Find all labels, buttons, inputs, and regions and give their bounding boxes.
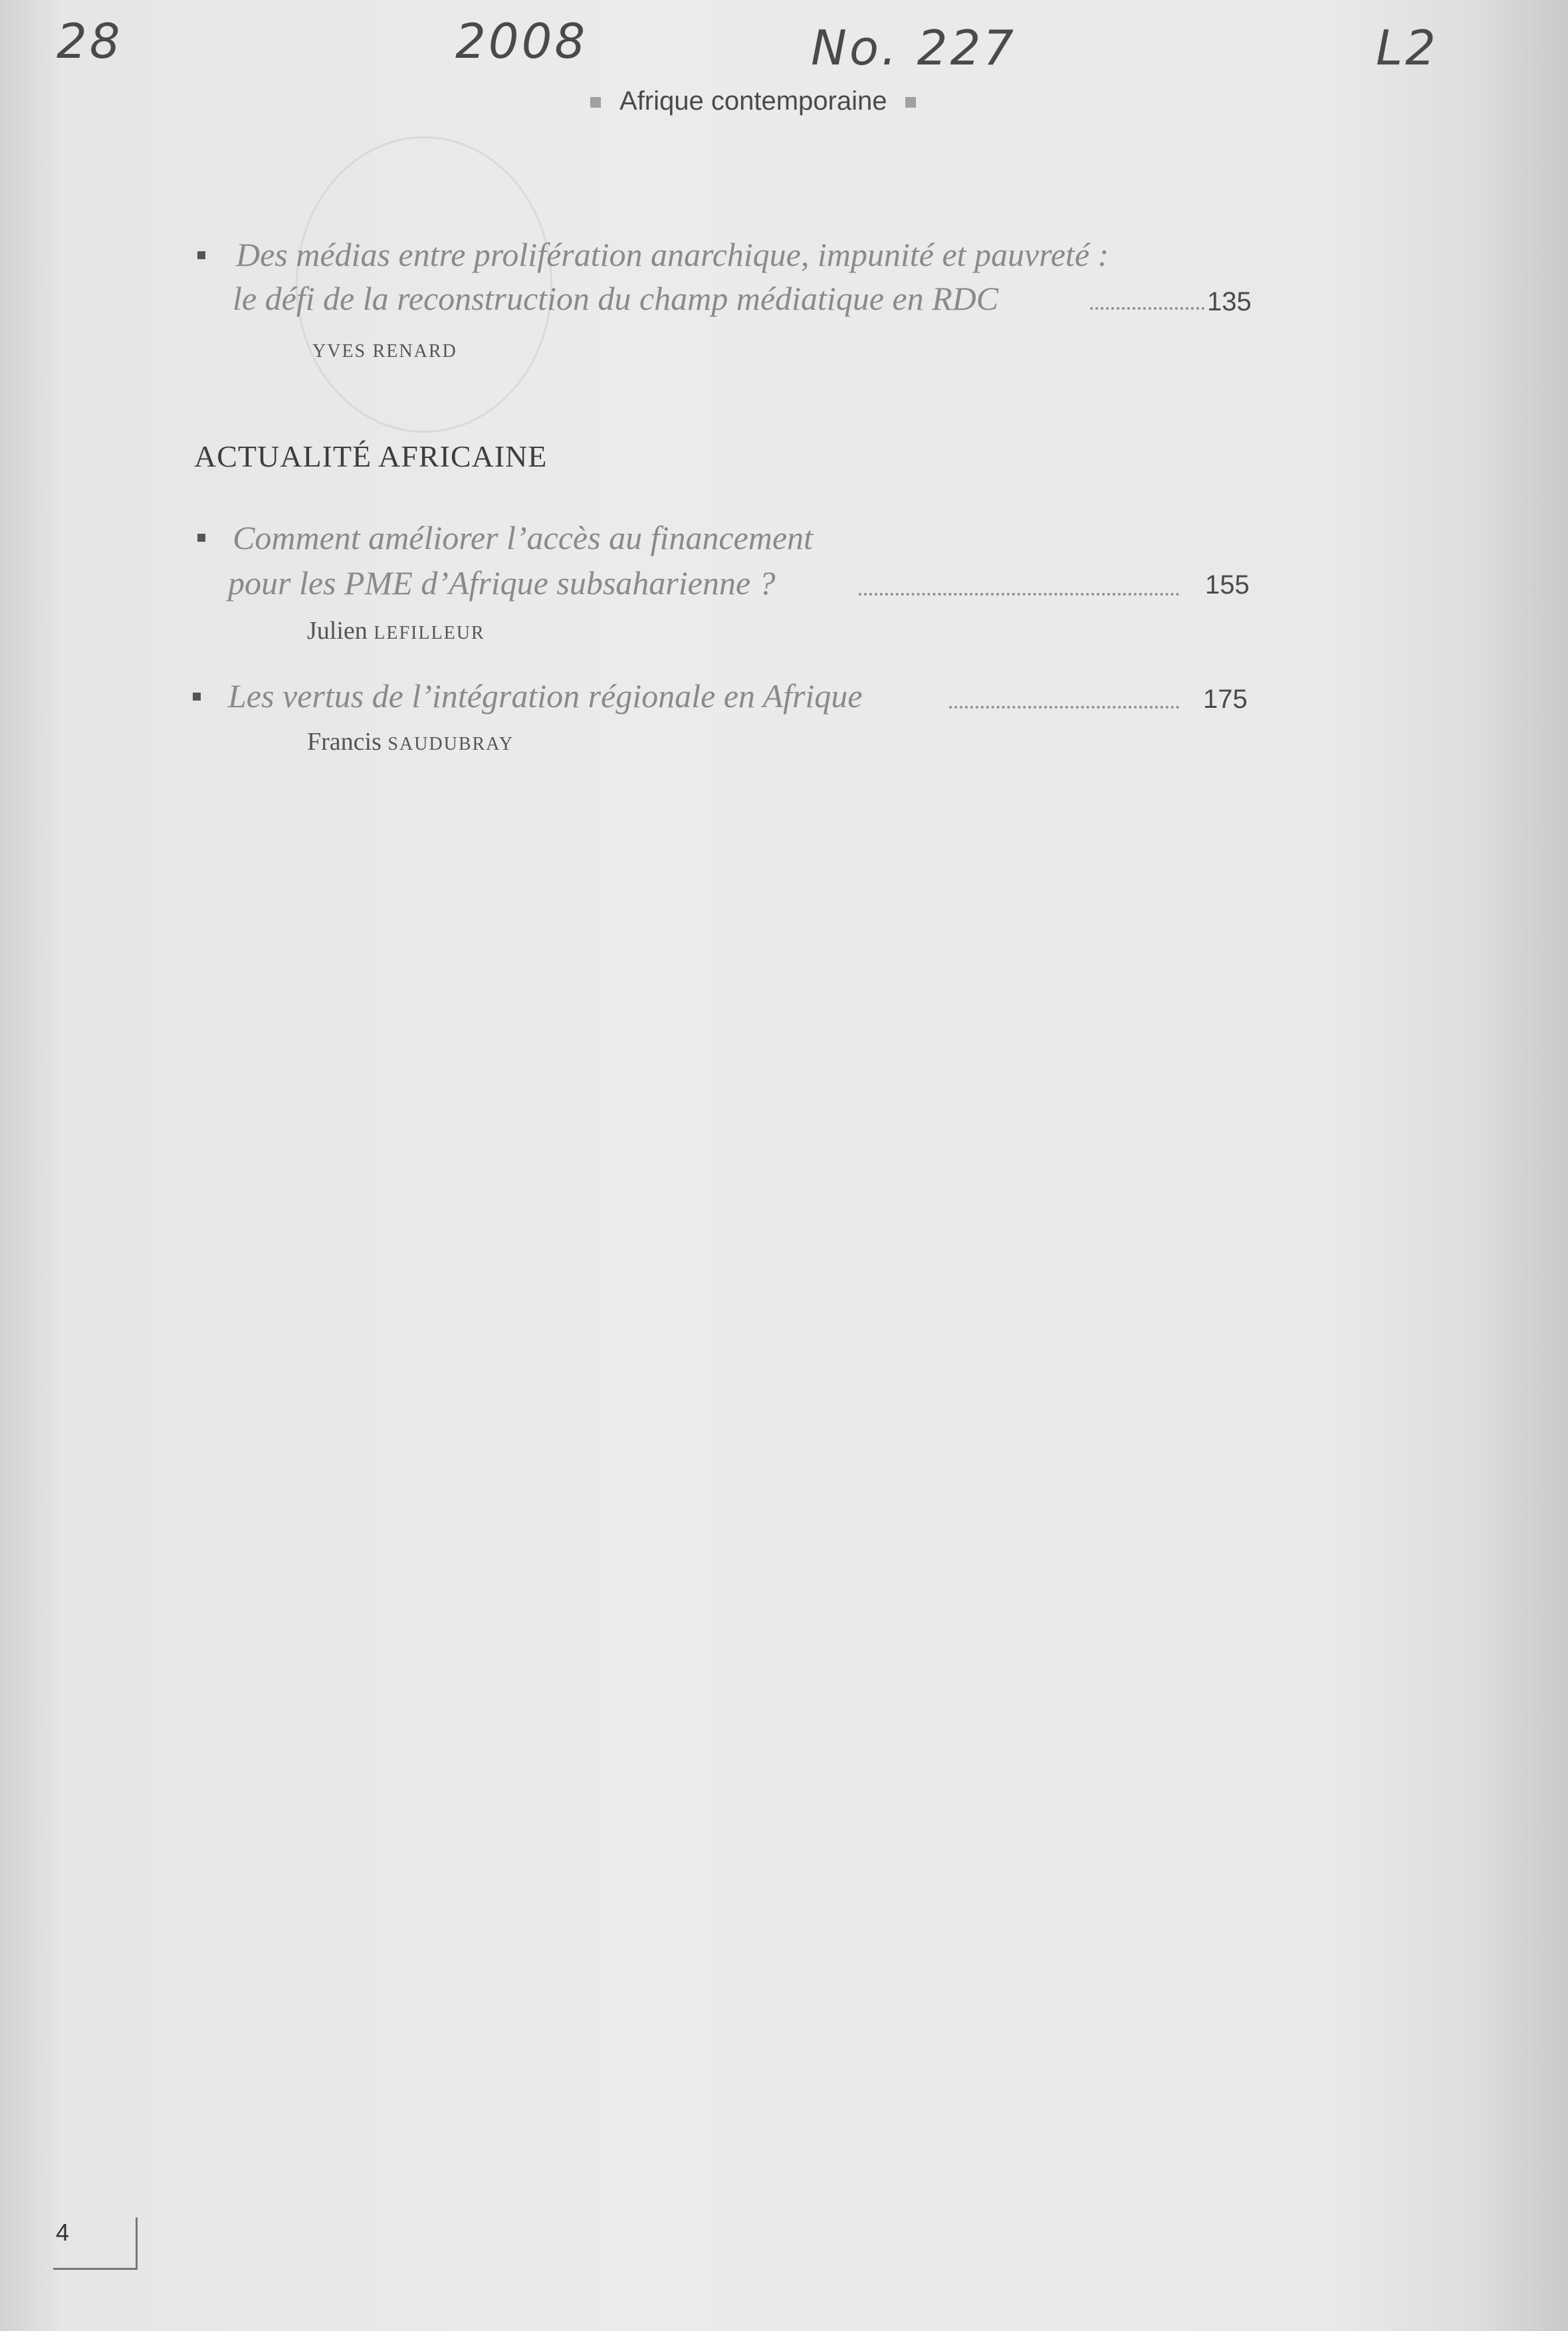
toc-entry-title-line2: le défi de la reconstruction du champ médiatique en RDC <box>233 280 999 317</box>
toc-entry-page-number: 155 <box>1205 570 1250 600</box>
author-surname: RENARD <box>372 341 457 362</box>
toc-bullet-icon <box>197 251 205 259</box>
author-given-name: Francis <box>307 728 382 756</box>
toc-entry-page-number: 135 <box>1207 287 1252 316</box>
handwritten-issue-number: No. 227 <box>811 20 1017 76</box>
toc-entry-author <box>307 727 514 756</box>
author-given-name: YVES <box>312 341 367 362</box>
journal-title: Afrique contemporaine <box>619 86 887 116</box>
author-surname: LEFILLEUR <box>374 623 485 643</box>
author-surname: SAUDUBRAY <box>388 734 514 754</box>
handwritten-number-top-left: 28 <box>56 13 123 69</box>
toc-entry-author <box>307 616 485 645</box>
toc-bullet-icon <box>193 693 201 701</box>
handwritten-year: 2008 <box>455 13 588 69</box>
toc-entry-title-line1: Comment améliorer l’accès au financement <box>233 519 813 556</box>
toc-entry-author <box>312 334 457 364</box>
toc-leader-dots <box>1090 307 1204 310</box>
toc-bullet-icon <box>197 534 205 542</box>
toc-entry-title-line1: Les vertus de l’intégration régionale en Afrique <box>228 677 863 715</box>
page-number: 4 <box>56 2219 70 2246</box>
handwritten-code-top-right: L2 <box>1376 20 1438 76</box>
header-square-left-icon <box>590 97 601 108</box>
toc-entry-page-number: 175 <box>1203 685 1248 714</box>
toc-entry-title-line1: Des médias entre prolifération anarchique, impunité et pauvreté : <box>236 236 1109 273</box>
running-header <box>572 86 935 116</box>
header-square-right-icon <box>905 97 916 108</box>
toc-leader-dots <box>949 706 1179 709</box>
toc-leader-dots <box>859 593 1179 596</box>
author-given-name: Julien <box>307 617 368 645</box>
toc-entry-title-line2: pour les PME d’Afrique subsaharienne ? <box>228 564 776 602</box>
section-heading: ACTUALITÉ AFRICAINE <box>194 439 548 473</box>
